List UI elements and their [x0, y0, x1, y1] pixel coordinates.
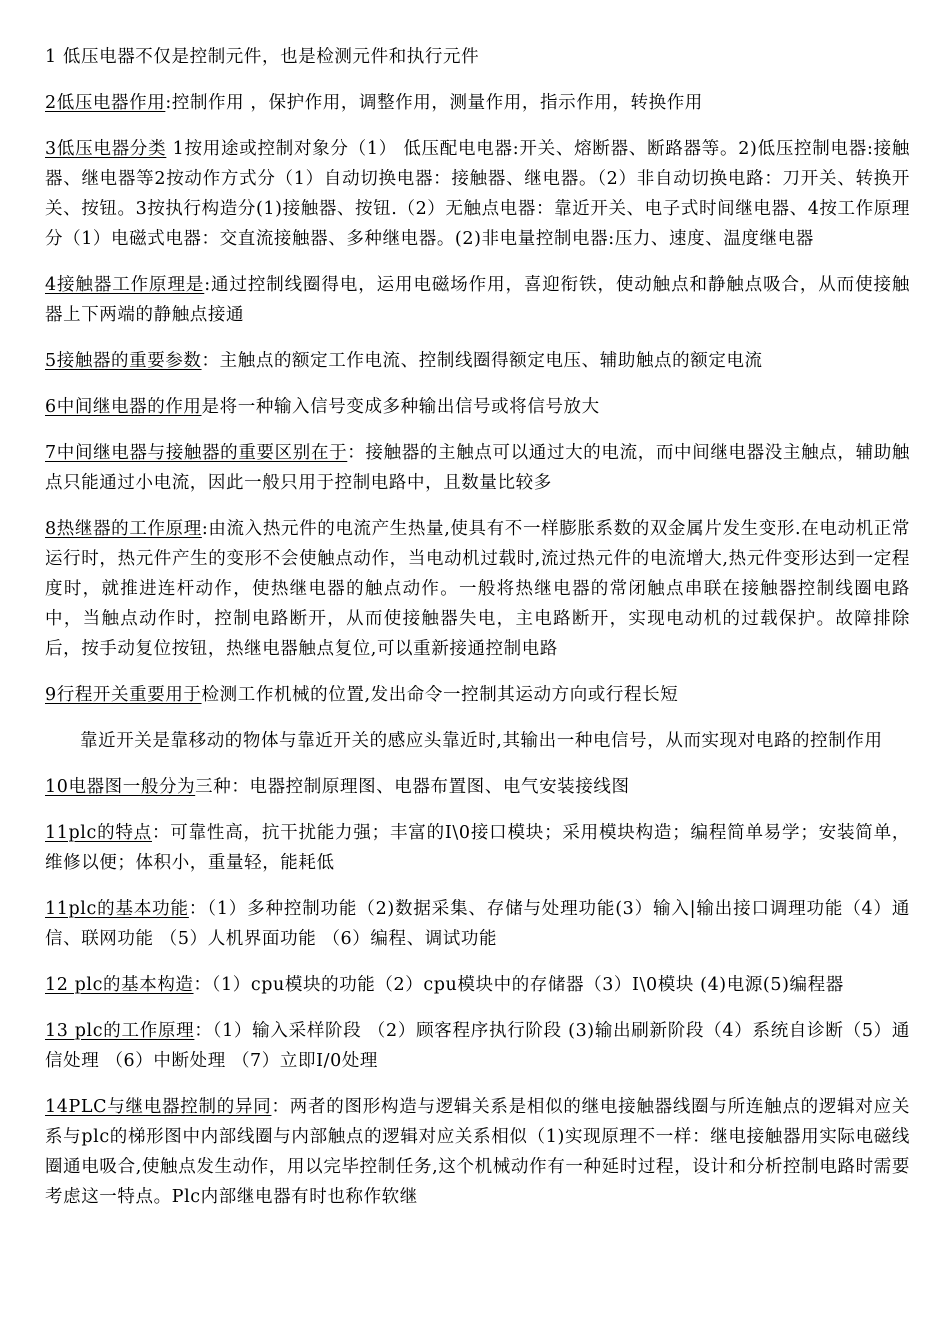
paragraph-13: [45, 894, 910, 954]
paragraph-16-text: ：两者的图形构造与逻辑关系是相似的继电接触器线圈与所连触点的逻辑对应关系与plc的梯形图中内部线圈与内部触点的逻辑对应关系相似（1)实现原理不一样：继电接触器用实际电磁线圈通电吸合,使触点发生动作，用以完毕控制任务,这个机械动作有一种延时过程，设计和分析控制电路时需要考虑这一特点。Plc内部继电器有时也称作软继: [45, 1097, 910, 1207]
paragraph-6-heading: 6中间继电器的作用: [45, 397, 202, 417]
paragraph-4-text: :通过控制线圈得电，运用电磁场作用，喜迎衔铁，使动触点和静触点吸合，从而使接触器上下两端的静触点接通: [45, 275, 910, 325]
paragraph-11: [45, 772, 910, 802]
paragraph-6-text: 是将一种输入信号变成多种输出信号或将信号放大: [201, 397, 600, 417]
paragraph-4-heading: 4接触器工作原理是: [45, 275, 205, 295]
paragraph-15: [45, 1016, 910, 1076]
paragraph-14-text: ：（1）cpu模块的功能（2）cpu模块中的存储器（3）I\0模块 (4)电源(5)编程器: [193, 975, 844, 995]
paragraph-5-heading: 5接触器的重要参数: [45, 351, 202, 371]
paragraph-12: [45, 818, 910, 878]
paragraph-3-text: 1按用途或控制对象分（1） 低压配电电器:开关、熔断器、断路器等。2)低压控制电器:接触器、继电器等2按动作方式分（1）自动切换电器：接触器、继电器。（2）非自动切换电路：刀开关、转换开关、按钮。3按执行构造分(1)接触器、按钮.（2）无触点电器：靠近开关、电子式时间继电器、4按工作原理分（1）电磁式电器：交直流接触器、多种继电器。(2)非电量控制电器:压力、速度、温度继电器: [45, 139, 910, 249]
paragraph-15-heading: 13 plc的工作原理: [45, 1021, 195, 1041]
paragraph-2-text: :控制作用 ，保护作用，调整作用，测量作用，指示作用，转换作用: [165, 93, 703, 113]
paragraph-9: [45, 680, 910, 710]
paragraph-9-text: 检测工作机械的位置,发出命令一控制其运动方向或行程长短: [201, 685, 679, 705]
paragraph-2: [45, 88, 910, 118]
paragraph-4: [45, 270, 910, 330]
paragraph-16-heading: 14PLC与继电器控制的异同: [45, 1097, 272, 1117]
paragraph-13-heading: 11plc的基本功能: [45, 899, 189, 919]
paragraph-14: [45, 970, 910, 1000]
paragraph-1: [45, 42, 910, 72]
paragraph-11-text: 三种：电器控制原理图、电器布置图、电气安装接线图: [195, 777, 630, 797]
paragraph-2-heading: 2低压电器作用: [45, 93, 166, 113]
paragraph-7-text: ：接触器的主触点可以通过大的电流，而中间继电器没主触点，辅助触点只能通过小电流，因此一般只用于控制电路中，且数量比较多: [45, 443, 910, 493]
paragraph-7-heading: 7中间继电器与接触器的重要区别在于: [45, 443, 348, 463]
paragraph-10-text: 靠近开关是靠移动的物体与靠近开关的感应头靠近时,其输出一种电信号，从而实现对电路的控制作用: [80, 731, 883, 751]
paragraph-9-heading: 9行程开关重要用于: [45, 685, 202, 705]
paragraph-8: [45, 514, 910, 664]
paragraph-11-heading: 10电器图一般分为: [45, 777, 196, 797]
paragraph-14-heading: 12 plc的基本构造: [45, 975, 194, 995]
paragraph-13-text: ：（1）多种控制功能（2)数据采集、存储与处理功能(3）输入|输出接口调理功能（4）通信、联网功能 （5）人机界面功能 （6）编程、调试功能: [45, 899, 910, 949]
paragraph-12-text: ：可靠性高，抗干扰能力强；丰富的I\0接口模块；采用模块构造；编程简单易学；安装简单，维修以便；体积小，重量轻，能耗低: [45, 823, 910, 873]
paragraph-6: [45, 392, 910, 422]
paragraph-10: [45, 726, 910, 756]
paragraph-7: [45, 438, 910, 498]
paragraph-8-text: :由流入热元件的电流产生热量,使具有不一样膨胀系数的双金属片发生变形.在电动机正常运行时，热元件产生的变形不会使触点动作，当电动机过载时,流过热元件的电流增大,热元件变形达到一定程度时，就推进连杆动作，使热继电器的触点动作。一般将热继电器的常闭触点串联在接触器控制线圈电路中，当触点动作时，控制电路断开，从而使接触器失电，主电路断开，实现电动机的过载保护。故障排除后，按手动复位按钮，热继电器触点复位,可以重新接通控制电路: [45, 519, 910, 659]
paragraph-12-heading: 11plc的特点: [45, 823, 152, 843]
paragraph-1-text: 1 低压电器不仅是控制元件，也是检测元件和执行元件: [45, 47, 480, 67]
paragraph-15-text: ：（1）输入采样阶段 （2）顾客程序执行阶段 (3)输出刷新阶段（4）系统自诊断（5）通信处理 （6）中断处理 （7）立即I/0处理: [45, 1021, 910, 1071]
paragraph-8-heading: 8热继器的工作原理: [45, 519, 202, 539]
paragraph-5: [45, 346, 910, 376]
paragraph-3: [45, 134, 910, 254]
paragraph-3-heading: 3低压电器分类: [45, 139, 167, 159]
paragraph-16: [45, 1092, 910, 1212]
paragraph-5-text: ：主触点的额定工作电流、控制线圈得额定电压、辅助触点的额定电流: [201, 351, 763, 371]
